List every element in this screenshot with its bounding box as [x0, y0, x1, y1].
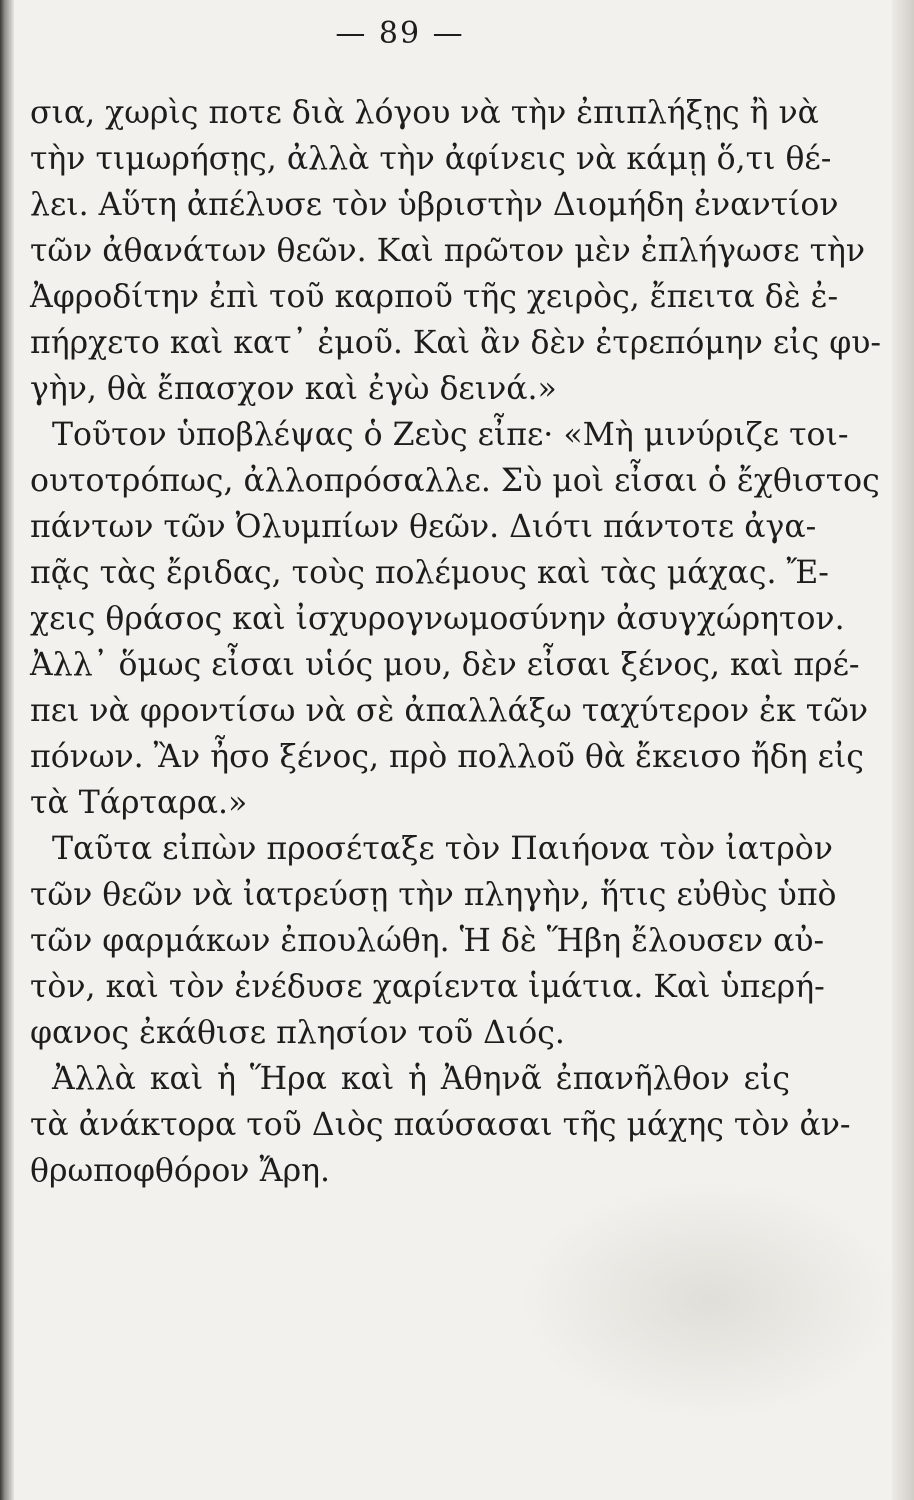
text-line: πήρχετο καὶ κατ᾽ ἐμοῦ. Καὶ ἂν δὲν ἐτρεπόμην εἰς φυ-	[30, 325, 882, 361]
text-line: φανος ἐκάθισε πλησίον τοῦ Διός.	[30, 1015, 565, 1051]
text-line: πει νὰ φροντίσω νὰ σὲ ἀπαλλάξω ταχύτερον ἐκ τῶν	[30, 693, 869, 729]
text-line: Ταῦτα εἰπὼν προσέταξε τὸν Παιήονα τὸν ἰατρὸν	[52, 831, 833, 867]
text-line: θρωποφθόρον Ἄρη.	[30, 1153, 330, 1189]
text-line: Ἀλλ᾽ ὅμως εἶσαι υἱός μου, δὲν εἶσαι ξένος, καὶ πρέ-	[30, 647, 860, 683]
text-line: λει. Αὕτη ἀπέλυσε τὸν ὑβριστὴν Διομήδη ἐναντίον	[30, 187, 839, 223]
text-line: τῶν θεῶν νὰ ἰατρεύσῃ τὴν πληγὴν, ἥτις εὐθὺς ὑπὸ	[30, 877, 837, 913]
text-line: τὸν, καὶ τὸν ἐνέδυσε χαρίεντα ἱμάτια. Καὶ ὑπερή-	[30, 969, 825, 1005]
text-line: τὰ Τάρταρα.»	[30, 785, 248, 821]
text-line: χεις θράσος καὶ ἰσχυρογνωμοσύνην ἀσυγχώρητον.	[30, 601, 845, 637]
page-gutter-shadow	[0, 0, 14, 1500]
text-line: σια, χωρὶς ποτε διὰ λόγου νὰ τὴν ἐπιπλήξῃς ἢ νὰ	[30, 95, 819, 131]
text-line: Ἀλλὰ καὶ ἡ Ἥρα καὶ ἡ Ἀθηνᾶ ἐπανῆλθον εἰς	[52, 1061, 790, 1097]
text-line: τῶν ἀθανάτων θεῶν. Καὶ πρῶτον μὲν ἐπλήγωσε τὴν	[30, 233, 866, 269]
text-line: πᾷς τὰς ἔριδας, τοὺς πολέμους καὶ τὰς μάχας. Ἔ-	[30, 555, 829, 591]
text-line: τὰ ἀνάκτορα τοῦ Διὸς παύσασαι τῆς μάχης τὸν ἀν-	[30, 1107, 851, 1143]
text-line: Ἀφροδίτην ἐπὶ τοῦ καρποῦ τῆς χειρὸς, ἔπειτα δὲ ἐ-	[30, 279, 839, 315]
text-line: Τοῦτον ὑποβλέψας ὁ Ζεὺς εἶπε· «Μὴ μινύριζε τοι-	[52, 417, 849, 453]
page-number: — 89 —	[335, 16, 465, 51]
text-line: γὴν, θὰ ἔπασχον καὶ ἐγὼ δεινά.»	[30, 371, 557, 407]
text-line: τὴν τιμωρήσῃς, ἀλλὰ τὴν ἀφίνεις νὰ κάμῃ ὅ,τι θέ-	[30, 141, 832, 177]
text-line: πάντων τῶν Ὀλυμπίων θεῶν. Διότι πάντοτε ἀγα-	[30, 509, 817, 545]
show-through-bleed	[520, 1180, 900, 1420]
body-text	[30, 90, 882, 1194]
text-line: ουτοτρόπως, ἀλλοπρόσαλλε. Σὺ μοὶ εἶσαι ὁ ἔχθιστος	[30, 463, 880, 499]
text-line: τῶν φαρμάκων ἐπουλώθη. Ἡ δὲ Ἥβη ἔλουσεν αὐ-	[30, 923, 825, 959]
text-line: πόνων. Ἂν ἦσο ξένος, πρὸ πολλοῦ θὰ ἔκεισο ἤδη εἰς	[30, 739, 864, 775]
